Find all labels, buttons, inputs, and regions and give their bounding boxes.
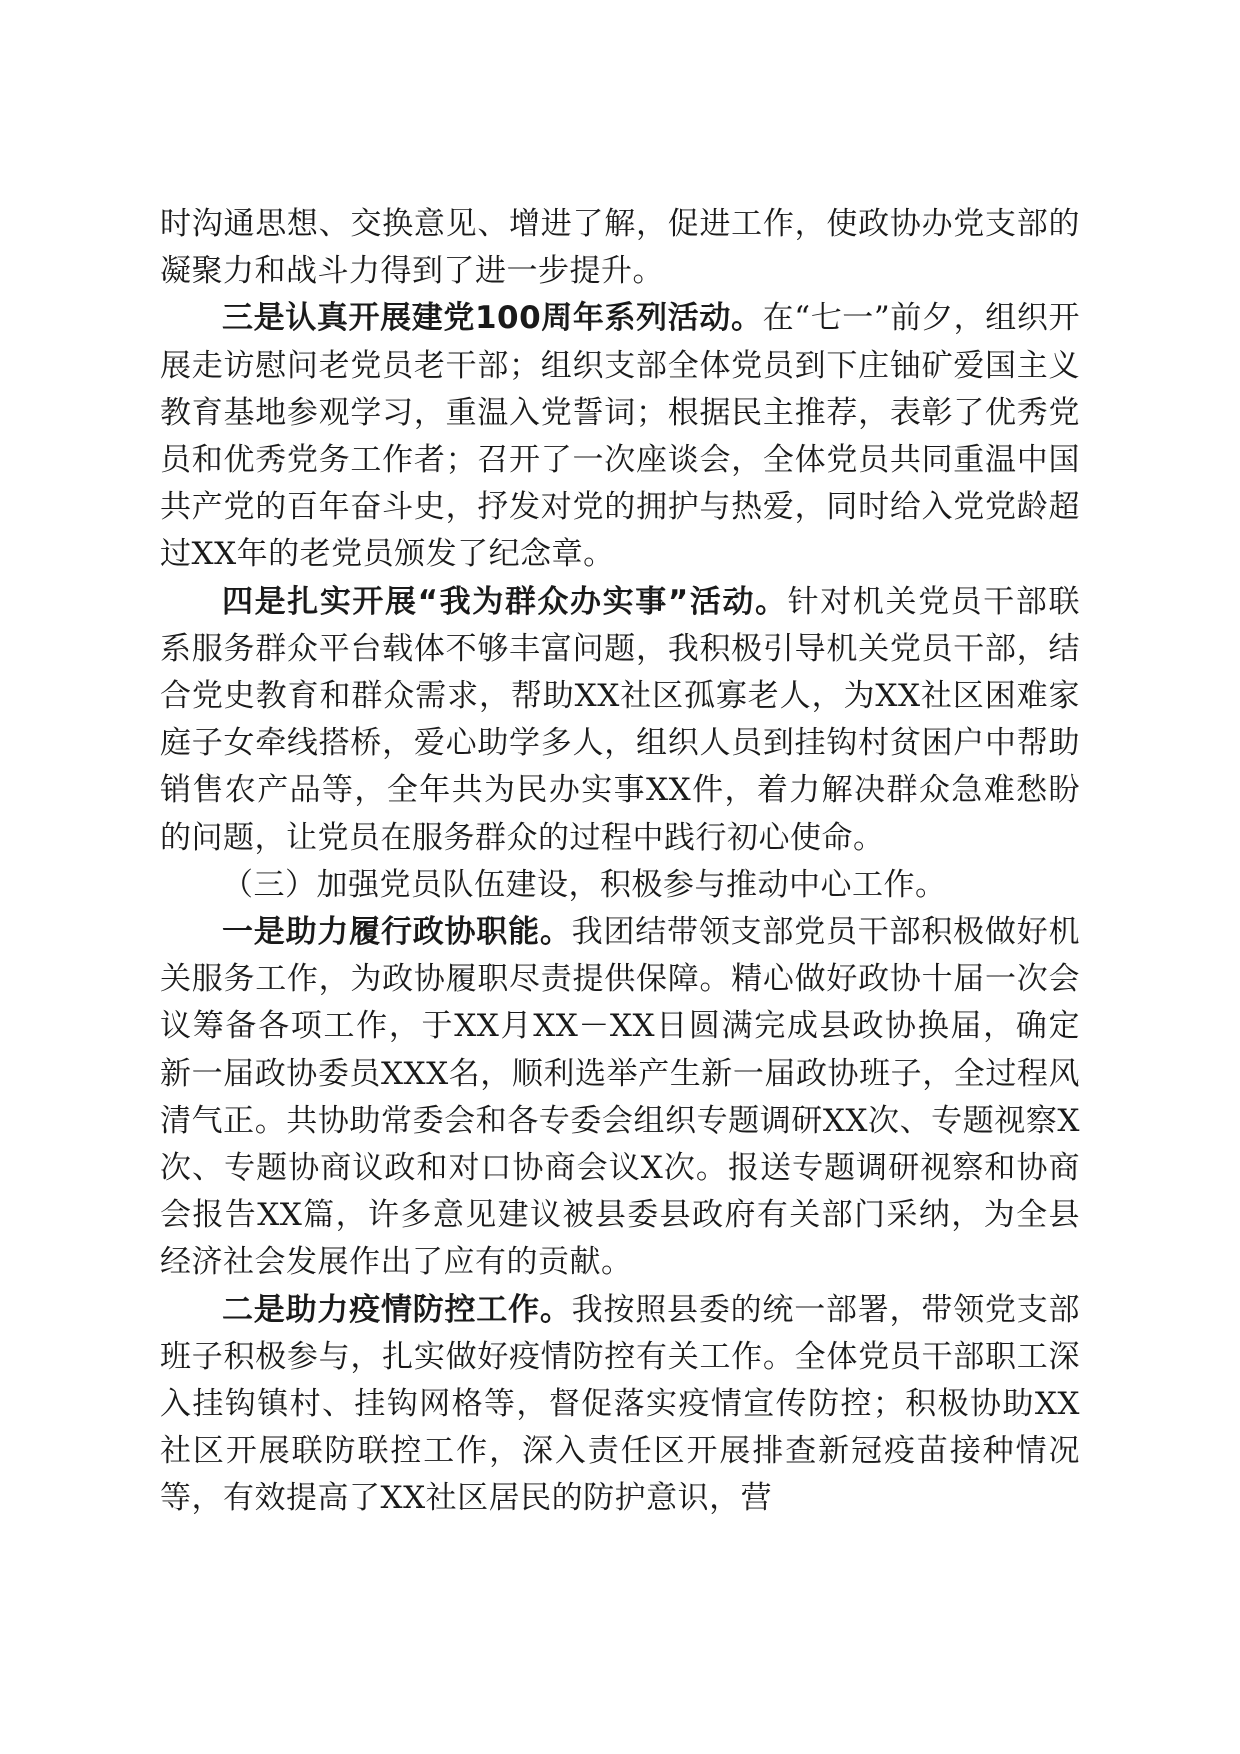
- paragraph-second-function: [160, 1287, 1080, 1523]
- document-page: [160, 201, 1080, 1523]
- paragraph-text: 针对机关党员干部联系服务群众平台载体不够丰富问题，我积极引导机关党员干部，结合党史教育和群众需求，帮助XX社区孤寡老人，为XX社区困难家庭子女牵线搭桥，爱心助学多人，组织人员到挂钩村贫困户中帮助销售农产品等，全年共为民办实事XX件，着力解决群众急难愁盼的问题，让党员在服务群众的过程中践行初心使命。: [160, 583, 1081, 856]
- paragraph-continued: [160, 201, 1080, 295]
- paragraph-lead-bold: 三是认真开展建党100周年系列活动。: [222, 300, 763, 337]
- paragraph-lead-bold: 四是扎实开展“我为群众办实事”活动。: [222, 583, 788, 620]
- paragraph-text: 我按照县委的统一部署，带领党支部班子积极参与，扎实做好疫情防控有关工作。全体党员干部职工深入挂钩镇村、挂钩网格等，督促落实疫情宣传防控；积极协助XX社区开展联防联控工作，深入责任区开展排查新冠疫苗接种情况等，有效提高了XX社区居民的防护意识，营: [160, 1291, 1080, 1517]
- paragraph-lead-bold: 一是助力履行政协职能。: [222, 914, 572, 951]
- paragraph-lead-bold: 二是助力疫情防控工作。: [222, 1291, 572, 1328]
- paragraph-text: 时沟通思想、交换意见、增进了解，促进工作，使政协办党支部的凝聚力和战斗力得到了进一步提升。: [160, 206, 1080, 290]
- paragraph-fourth-activity: [160, 579, 1080, 862]
- section-heading-three: [160, 862, 1080, 909]
- paragraph-third-activity: [160, 295, 1080, 578]
- paragraph-text: 我团结带领支部党员干部积极做好机关服务工作，为政协履职尽责提供保障。精心做好政协十届一次会议筹备各项工作，于XX月XX－XX日圆满完成县政协换届，确定新一届政协委员XXX名，顺利选举产生新一届政协班子，全过程风清气正。共协助常委会和各专委会组织专题调研XX次、专题视察X次、专题协商议政和对口协商会议X次。报送专题调研视察和协商会报告XX篇，许多意见建议被县委县政府有关部门采纳，为全县经济社会发展作出了应有的贡献。: [160, 914, 1080, 1281]
- section-heading-text: （三）加强党员队伍建设，积极参与推动中心工作。: [222, 866, 947, 903]
- paragraph-text: 在“七一”前夕，组织开展走访慰问老党员老干部；组织支部全体党员到下庄铀矿爱国主义教育基地参观学习，重温入党誓词；根据民主推荐，表彰了优秀党员和优秀党务工作者；召开了一次座谈会，全体党员共同重温中国共产党的百年奋斗史，抒发对党的拥护与热爱，同时给入党党龄超过XX年的老党员颁发了纪念章。: [160, 300, 1080, 573]
- paragraph-first-function: [160, 909, 1080, 1287]
